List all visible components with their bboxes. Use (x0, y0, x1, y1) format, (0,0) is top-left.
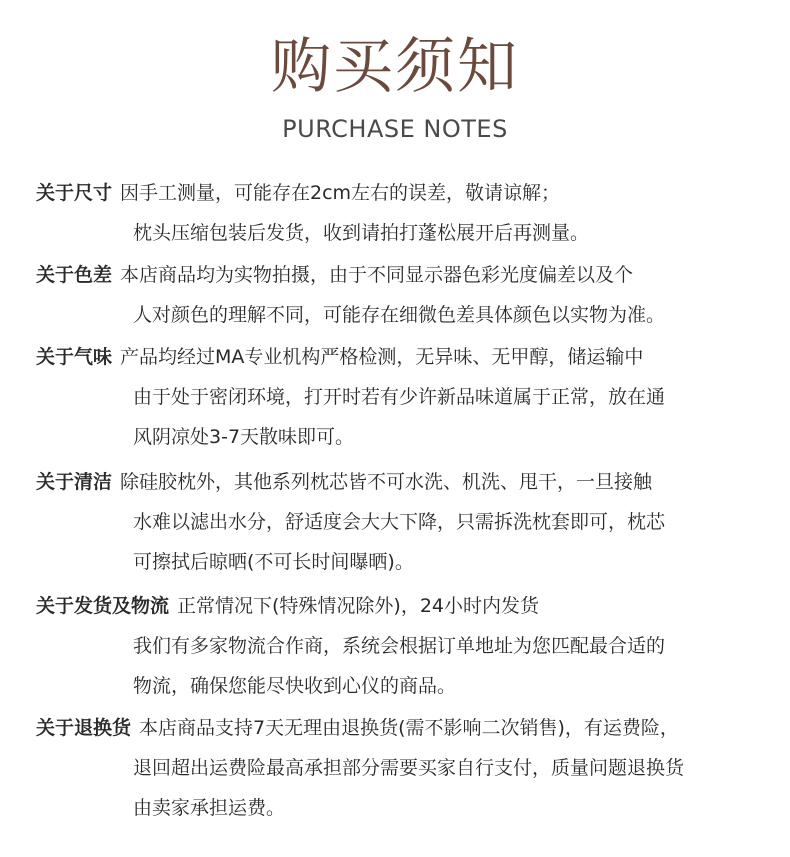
section-text: 人对颜色的理解不同，可能存在细微色差具体颜色以实物为准。 (133, 304, 666, 326)
section-line (36, 462, 776, 502)
section-line (36, 255, 776, 295)
section-label: 关于发货及物流 (36, 595, 170, 617)
section-text: 产品均经过MA专业机构严格检测，无异味、无甲醇，储运输中 (120, 346, 644, 368)
section-label: 关于清洁 (36, 471, 113, 493)
section-text: 水难以滤出水分，舒适度会大大下降，只需拆洗枕套即可，枕芯 (133, 511, 666, 533)
section-line (36, 586, 776, 626)
section-text: 因手工测量，可能存在2cm左右的误差，敬请谅解； (120, 182, 561, 204)
section-text: 枕头压缩包装后发货，收到请拍打蓬松展开后再测量。 (133, 222, 590, 244)
section-size (36, 173, 776, 253)
section-label: 关于尺寸 (36, 182, 113, 204)
section-text: 除硅胶枕外，其他系列枕芯皆不可水洗、机洗、甩干，一旦接触 (120, 471, 653, 493)
section-text: 退回超出运费险最高承担部分需要买家自行支付，质量问题退换货 (133, 757, 685, 779)
section-color (36, 255, 776, 335)
section-odor (36, 337, 776, 457)
section-cleaning (36, 462, 776, 582)
section-text: 由卖家承担运费。 (133, 797, 286, 819)
page-subtitle: PURCHASE NOTES (282, 115, 508, 143)
section-text: 风阴凉处3-7天散味即可。 (133, 426, 355, 448)
page-title: 购买须知 (271, 32, 519, 102)
section-text: 本店商品支持7天无理由退换货(需不影响二次销售)，有运费险， (139, 717, 679, 739)
section-text: 物流，确保您能尽快收到心仪的商品。 (133, 675, 457, 697)
section-label: 关于气味 (36, 346, 113, 368)
section-text: 本店商品均为实物拍摄，由于不同显示器色彩光度偏差以及个 (120, 264, 634, 286)
section-label: 关于色差 (36, 264, 113, 286)
section-text: 由于处于密闭环境，打开时若有少许新品味道属于正常，放在通 (133, 386, 666, 408)
section-text: 正常情况下(特殊情况除外)，24小时内发货 (177, 595, 540, 617)
section-line (36, 173, 776, 213)
section-line (36, 708, 776, 748)
section-text: 可擦拭后晾晒(不可长时间曝晒)。 (133, 551, 414, 573)
section-line (36, 337, 776, 377)
section-label: 关于退换货 (36, 717, 132, 739)
section-returns (36, 708, 776, 828)
section-text: 我们有多家物流合作商，系统会根据订单地址为您匹配最合适的 (133, 635, 666, 657)
section-shipping (36, 586, 776, 706)
